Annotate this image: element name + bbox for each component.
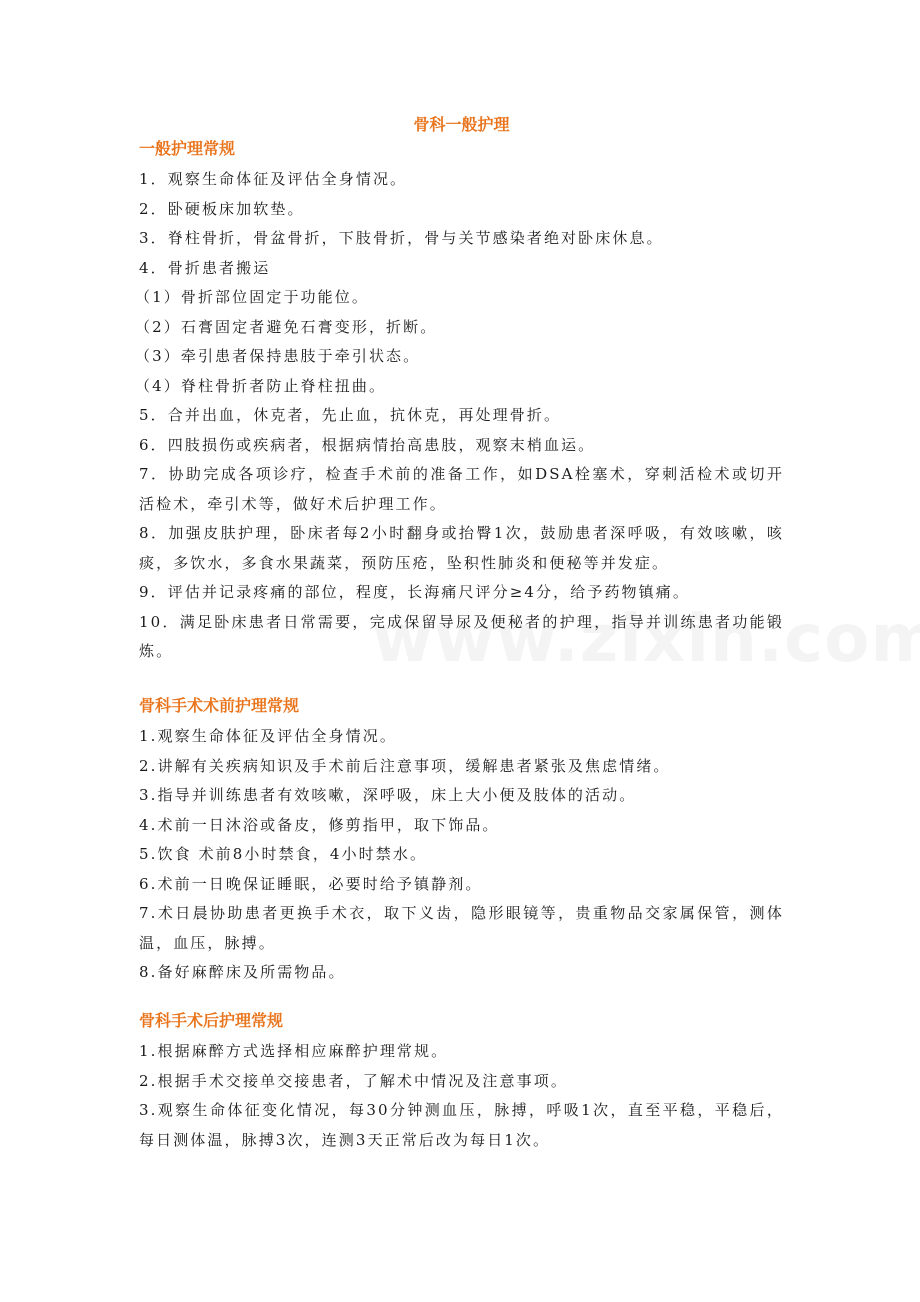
list-item: 8．加强皮肤护理，卧床者每2小时翻身或抬臀1次，鼓励患者深呼吸，有效咳嗽，咳痰，多饮水，多食水果蔬菜，预防压疮，坠积性肺炎和便秘等并发症。 — [139, 524, 784, 572]
list-item: 3.指导并训练患者有效咳嗽，深呼吸，床上大小便及肢体的活动。 — [139, 786, 637, 804]
list-item: 3．脊柱骨折，骨盆骨折，下肢骨折，骨与关节感染者绝对卧床休息。 — [139, 229, 664, 247]
list-item: 7．协助完成各项诊疗，检查手术前的准备工作，如DSA栓塞术，穿刺活检术或切开活检术，牵引术等，做好术后护理工作。 — [139, 465, 784, 513]
section-heading-general: 一般护理常规 — [139, 139, 236, 158]
list-item: 7.术日晨协助患者更换手术衣，取下义齿，隐形眼镜等，贵重物品交家属保管，测体温，血压，脉搏。 — [139, 904, 784, 952]
list-item: （1）骨折部位固定于功能位。 — [135, 288, 369, 306]
list-item: 9．评估并记录疼痛的部位，程度，长海痛尺评分≥4分，给予药物镇痛。 — [139, 583, 690, 601]
list-item: 5.饮食 术前8小时禁食，4小时禁水。 — [139, 845, 428, 863]
list-item: 8.备好麻醉床及所需物品。 — [139, 963, 346, 981]
list-item: 6．四肢损伤或疾病者，根据病情抬高患肢，观察末梢血运。 — [139, 435, 596, 454]
list-item: （2）石膏固定者避免石膏变形，折断。 — [135, 317, 438, 336]
list-item: 3.观察生命体征变化情况，每30分钟测血压，脉搏，呼吸1次，直至平稳，平稳后，每日测体温，脉搏3次，连测3天正常后改为每日1次。 — [139, 1101, 784, 1149]
list-item: （3）牵引患者保持患肢于牵引状态。 — [135, 347, 421, 365]
list-item: 5．合并出血，休克者，先止血，抗休克，再处理骨折。 — [139, 406, 562, 424]
list-item: 2.讲解有关疾病知识及手术前后注意事项，缓解患者紧张及焦虑情绪。 — [139, 756, 671, 775]
list-item: 1.根据麻醉方式选择相应麻醉护理常规。 — [139, 1042, 449, 1060]
document-title: 骨科一般护理 — [413, 115, 510, 134]
list-item: 2．卧硬板床加软垫。 — [139, 199, 305, 218]
list-item: 1．观察生命体征及评估全身情况。 — [139, 170, 408, 188]
list-item: 10．满足卧床患者日常需要，完成保留导尿及便秘者的护理，指导并训练患者功能锻炼。 — [139, 612, 784, 660]
list-item: （4）脊柱骨折者防止脊柱扭曲。 — [135, 376, 387, 395]
list-item: 2.根据手术交接单交接患者，了解术中情况及注意事项。 — [139, 1071, 568, 1090]
list-item: 4．骨折患者搬运 — [139, 258, 271, 277]
list-item: 4.术前一日沐浴或备皮，修剪指甲，取下饰品。 — [139, 815, 500, 834]
section-heading-postoperative: 骨科手术后护理常规 — [139, 1011, 284, 1030]
list-item: 6.术前一日晚保证睡眠，必要时给予镇静剂。 — [139, 874, 483, 893]
section-heading-preoperative: 骨科手术术前护理常规 — [139, 696, 300, 715]
list-item: 1.观察生命体征及评估全身情况。 — [139, 727, 397, 745]
